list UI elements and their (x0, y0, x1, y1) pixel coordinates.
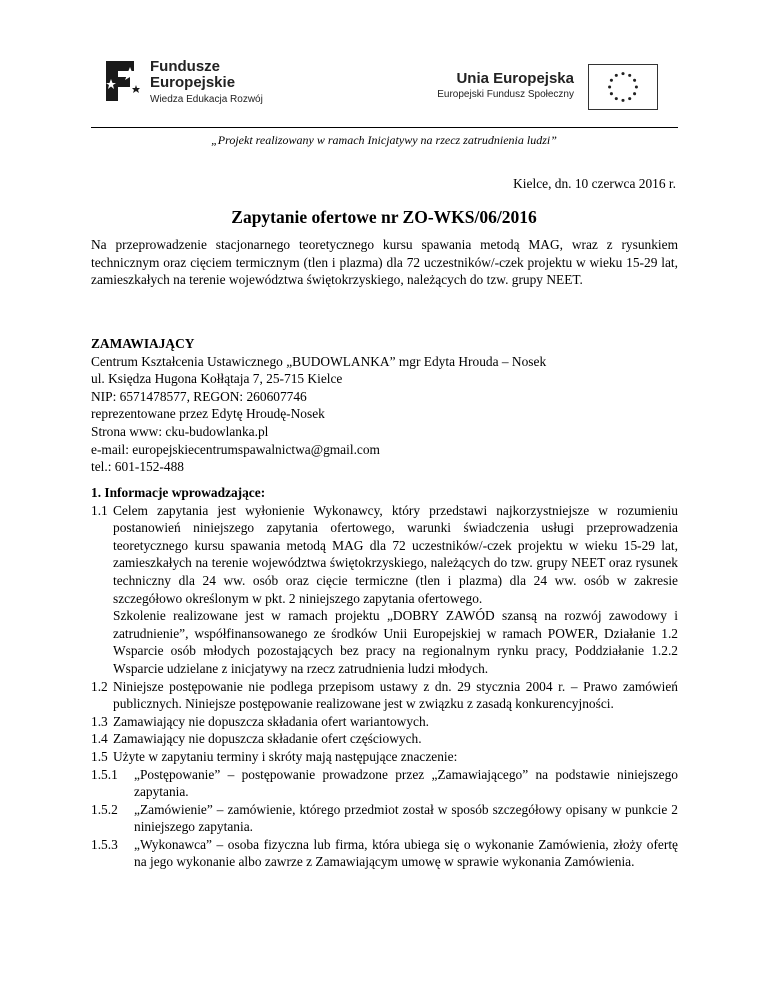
fe-logo-line3: Wiedza Edukacja Rozwój (150, 94, 263, 105)
point-1-4 (91, 730, 678, 748)
point-1-5-1 (91, 766, 678, 801)
project-line: „Projekt realizowany w ramach Inicjatywy na rzecz zatrudnienia ludzi” (211, 133, 557, 147)
point-1-3-text: Zamawiający nie dopuszcza składania ofert wariantowych. (113, 713, 430, 729)
eu-star-icon (635, 85, 638, 88)
buyer-block (91, 335, 678, 476)
document-title: Zapytanie ofertowe nr ZO-WKS/06/2016 (231, 207, 537, 227)
eu-star-icon (628, 97, 631, 100)
point-1-2-text: Niniejsze postępowanie nie podlega przepisom ustawy z dn. 29 stycznia 2004 r. – Prawo zamówień publicznych. Niniejsze postępowanie realizowane jest w związku z zasadą konkurencyjności. (113, 678, 678, 712)
buyer-email: e-mail: europejskiecentrumspawalnictwa@gmail.com (91, 441, 380, 457)
point-1-5-text: Użyte w zapytaniu terminy i skróty mają następujące znaczenie: (113, 748, 458, 764)
point-1-4-text: Zamawiający nie dopuszcza składanie ofert częściowych. (113, 731, 422, 747)
point-1-5-1-text: „Postępowanie” – postępowanie prowadzone przez „Zamawiającego” na podstawie niniejszego zapytania. (134, 766, 678, 800)
point-1-5-2-text: „Zamówienie” – zamówienie, którego przedmiot został w sposób szczegółowy opisany w punkcie 2 niniejszego zapytania. (134, 801, 678, 835)
eu-star-icon (621, 99, 624, 102)
buyer-represented: reprezentowane przez Edytę Hroudę-Nosek (91, 406, 325, 422)
fe-logo-line1: Fundusze (150, 58, 220, 75)
eu-flag-icon (588, 64, 658, 110)
header-rule (91, 127, 678, 128)
point-1-1-number: 1.1 (91, 502, 108, 518)
point-1-5-3-text: „Wykonawca” – osoba fizyczna lub firma, która ubiega się o wykonanie Zamówienia, złoży ofertę na jego wykonanie albo zawrze z Zamawiającym umowę w sprawie wykonania Zamówienia. (134, 836, 678, 870)
point-1-2 (91, 678, 678, 713)
eu-star-icon (628, 74, 631, 77)
buyer-ids: NIP: 6571478577, REGON: 260607746 (91, 388, 307, 404)
point-1-1-text-2: Szkolenie realizowane jest w ramach projektu „DOBRY ZAWÓD szansą na rozwój zawodowy i zatrudnienie”, współfinansowanego ze środków Unii Europejskiej w ramach POWER, Działanie 1.2 Wsparcie osób młodych pozostających bez pracy na regionalnym rynku pracy, Poddziałanie 1.2.2 Wsparcie udzielane z inicjatywy na rzecz zatrudnienia ludzi młodych. (113, 608, 678, 676)
intro-paragraph: Na przeprowadzenie stacjonarnego teoretycznego kursu spawania metodą MAG, wraz z rysunkiem technicznym oraz cięciem termicznym (tlen i plazma) dla 72 uczestników/-czek projektu w wieku 15-29 lat, zamieszkałych na terenie województwa świętokrzyskiego, należących do tzw. grupy NEET. (91, 237, 678, 288)
point-1-1 (91, 502, 678, 608)
eu-star-icon (610, 79, 613, 82)
point-1-3 (91, 713, 678, 731)
buyer-tel: tel.: 601-152-488 (91, 459, 184, 475)
point-1-5-3-number: 1.5.3 (91, 836, 118, 852)
buyer-name: Centrum Kształcenia Ustawicznego „BUDOWLANKA” mgr Edyta Hrouda – Nosek (91, 353, 547, 369)
eu-star-icon (608, 85, 611, 88)
eu-logo-line1: Unia Europejska (456, 70, 574, 87)
eu-star-icon (621, 72, 624, 75)
point-1-5-1-number: 1.5.1 (91, 766, 118, 782)
point-1-5 (91, 748, 678, 766)
section-1 (91, 484, 678, 871)
unia-europejska-logo (430, 64, 670, 114)
section-1-heading: 1. Informacje wprowadzające: (91, 485, 266, 500)
eu-star-icon (633, 92, 636, 95)
eu-logo-line2: Europejski Fundusz Społeczny (437, 89, 574, 100)
fe-logo-line2: Europejskie (150, 74, 236, 91)
point-1-5-number: 1.5 (91, 748, 108, 764)
buyer-heading: ZAMAWIAJĄCY (91, 336, 195, 351)
fundusze-europejskie-logo (104, 57, 314, 115)
point-1-1-text: Celem zapytania jest wyłonienie Wykonawcy, który przedstawi najkorzystniejsze w rozumieniu postanowień niniejszego zapytania ofertowego, warunki świadczenia usługi przeprowadzenia teoretycznego kursu spawania metodą MAG dla 72 uczestników/-czek projektu w wieku 15-29 lat, zamieszkałych na terenie województwa świętokrzyskiego, należących do tzw. grupy NEET oraz rysunek techniczny dla 24 ww. osób oraz cięcie termiczne (tlen i plazma) dla 24 ww. osób w zakresie szczegółowo określonym w pkt. 2 niniejszego zapytania ofertowego. (113, 502, 678, 606)
eu-star-icon (615, 74, 618, 77)
point-1-3-number: 1.3 (91, 713, 108, 729)
point-1-4-number: 1.4 (91, 731, 108, 747)
eu-star-icon (610, 92, 613, 95)
eu-star-icon (615, 97, 618, 100)
buyer-www: Strona www: cku-budowlanka.pl (91, 423, 269, 439)
eu-star-icon (633, 79, 636, 82)
document-date: Kielce, dn. 10 czerwca 2016 r. (513, 176, 676, 191)
point-1-5-2-number: 1.5.2 (91, 801, 118, 817)
point-1-5-3 (91, 836, 678, 871)
fe-stars-icon (104, 57, 142, 103)
buyer-address: ul. Księdza Hugona Kołłątaja 7, 25-715 Kielce (91, 371, 343, 387)
point-1-5-2 (91, 801, 678, 836)
point-1-2-number: 1.2 (91, 678, 108, 694)
